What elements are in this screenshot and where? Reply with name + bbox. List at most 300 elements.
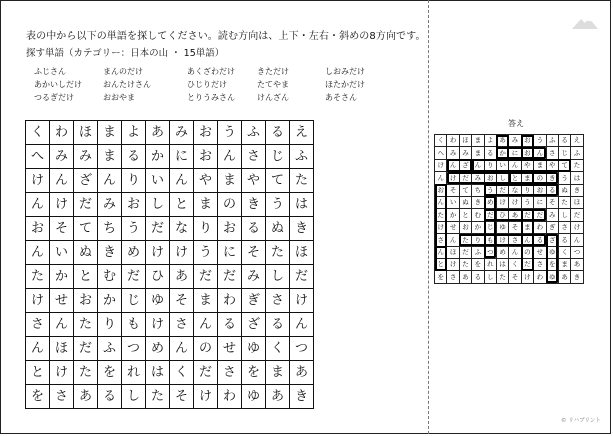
word-list-title: 探す単語（カテゴリー：日本の山 ・ 15単語） bbox=[26, 48, 225, 59]
grid-cell[interactable]: そ bbox=[242, 241, 266, 265]
answer-cell[interactable]: ん bbox=[447, 159, 459, 171]
grid-cell[interactable]: だ bbox=[218, 265, 242, 289]
answer-cell[interactable]: を bbox=[435, 271, 447, 283]
word-item: けんざん bbox=[257, 93, 289, 102]
grid-cell[interactable]: や bbox=[242, 169, 266, 193]
grid-cell[interactable]: し bbox=[146, 193, 170, 217]
answer-cell[interactable]: し bbox=[496, 172, 508, 184]
grid-cell[interactable]: ぎ bbox=[242, 289, 266, 313]
answer-cell[interactable]: み bbox=[459, 147, 471, 159]
answer-cell[interactable]: ほ bbox=[571, 196, 583, 208]
answer-cell[interactable]: を bbox=[546, 258, 558, 270]
answer-cell[interactable]: ん bbox=[521, 234, 533, 246]
answer-cell[interactable]: れ bbox=[484, 258, 496, 270]
answer-cell[interactable]: ゆ bbox=[546, 271, 558, 283]
grid-row bbox=[435, 258, 584, 270]
grid-cell[interactable]: あ bbox=[290, 361, 314, 385]
answer-cell[interactable]: だ bbox=[521, 209, 533, 221]
answer-cell[interactable]: り bbox=[484, 159, 496, 171]
answer-cell[interactable]: じ bbox=[484, 221, 496, 233]
answer-cell[interactable]: さ bbox=[534, 258, 546, 270]
grid-cell[interactable]: る bbox=[218, 313, 242, 337]
grid-cell[interactable]: て bbox=[74, 217, 98, 241]
answer-cell[interactable]: る bbox=[534, 234, 546, 246]
answer-cell[interactable]: つ bbox=[484, 246, 496, 258]
grid-cell[interactable]: け bbox=[146, 313, 170, 337]
grid-cell[interactable]: た bbox=[74, 313, 98, 337]
answer-cell[interactable]: い bbox=[496, 159, 508, 171]
answer-cell[interactable]: る bbox=[558, 135, 570, 147]
answer-cell[interactable]: け bbox=[496, 234, 508, 246]
grid-cell[interactable]: み bbox=[98, 193, 122, 217]
answer-cell[interactable]: お bbox=[484, 172, 496, 184]
grid-cell[interactable]: ほ bbox=[74, 121, 98, 145]
answer-cell[interactable]: ま bbox=[472, 135, 484, 147]
answer-cell[interactable]: ゆ bbox=[496, 221, 508, 233]
grid-cell[interactable]: る bbox=[98, 385, 122, 409]
grid-cell[interactable]: り bbox=[98, 313, 122, 337]
grid-cell[interactable]: さ bbox=[170, 313, 194, 337]
answer-cell[interactable]: ん bbox=[534, 147, 546, 159]
grid-cell[interactable]: だ bbox=[146, 217, 170, 241]
answer-cell[interactable]: さ bbox=[558, 221, 570, 233]
grid-cell[interactable]: う bbox=[194, 241, 218, 265]
grid-cell[interactable]: ん bbox=[50, 313, 74, 337]
answer-cell[interactable]: は bbox=[496, 258, 508, 270]
answer-cell[interactable]: だ bbox=[484, 209, 496, 221]
grid-cell[interactable]: り bbox=[194, 217, 218, 241]
grid-cell[interactable]: だ bbox=[290, 265, 314, 289]
answer-cell[interactable]: ん bbox=[435, 172, 447, 184]
answer-cell[interactable]: を bbox=[472, 258, 484, 270]
grid-cell[interactable]: た bbox=[26, 265, 50, 289]
answer-cell[interactable]: ん bbox=[435, 196, 447, 208]
grid-cell[interactable]: て bbox=[266, 169, 290, 193]
answer-cell[interactable]: お bbox=[521, 147, 533, 159]
grid-cell[interactable]: あ bbox=[266, 385, 290, 409]
answer-cell[interactable]: め bbox=[496, 246, 508, 258]
grid-cell[interactable]: く bbox=[266, 337, 290, 361]
grid-cell[interactable]: ふ bbox=[98, 337, 122, 361]
grid-cell[interactable]: け bbox=[26, 289, 50, 313]
grid-cell[interactable]: ん bbox=[26, 193, 50, 217]
grid-cell[interactable]: ふ bbox=[242, 121, 266, 145]
answer-cell[interactable]: だ bbox=[459, 172, 471, 184]
answer-cell[interactable]: お bbox=[435, 184, 447, 196]
grid-cell[interactable]: そ bbox=[50, 217, 74, 241]
grid-cell[interactable]: ん bbox=[26, 241, 50, 265]
grid-row bbox=[435, 172, 584, 184]
answer-cell[interactable]: め bbox=[484, 196, 496, 208]
answer-cell[interactable]: き bbox=[472, 196, 484, 208]
grid-cell[interactable]: い bbox=[50, 241, 74, 265]
grid-cell[interactable]: ほ bbox=[290, 241, 314, 265]
grid-cell[interactable]: た bbox=[266, 241, 290, 265]
grid-cell[interactable]: ん bbox=[170, 169, 194, 193]
answer-cell[interactable]: だ bbox=[521, 258, 533, 270]
grid-cell[interactable]: わ bbox=[50, 121, 74, 145]
answer-cell[interactable]: ぎ bbox=[546, 221, 558, 233]
grid-cell[interactable]: ゆ bbox=[146, 289, 170, 313]
grid-cell[interactable]: け bbox=[170, 241, 194, 265]
grid-cell[interactable]: み bbox=[74, 145, 98, 169]
grid-cell[interactable]: け bbox=[194, 385, 218, 409]
answer-cell[interactable]: け bbox=[447, 172, 459, 184]
grid-cell[interactable]: も bbox=[122, 313, 146, 337]
mountain-logo-icon bbox=[572, 16, 598, 30]
grid-cell[interactable]: あ bbox=[74, 385, 98, 409]
grid-row bbox=[26, 385, 314, 409]
answer-cell[interactable]: け bbox=[447, 258, 459, 270]
answer-cell[interactable]: ふ bbox=[472, 246, 484, 258]
grid-cell[interactable]: と bbox=[26, 361, 50, 385]
answer-cell[interactable]: ぬ bbox=[459, 196, 471, 208]
grid-cell[interactable]: お bbox=[26, 217, 50, 241]
answer-cell[interactable]: わ bbox=[447, 135, 459, 147]
answer-cell[interactable]: さ bbox=[509, 234, 521, 246]
answer-cell[interactable]: よ bbox=[484, 135, 496, 147]
answer-cell[interactable]: つ bbox=[571, 246, 583, 258]
grid-cell[interactable]: た bbox=[74, 361, 98, 385]
answer-cell[interactable]: あ bbox=[558, 271, 570, 283]
answer-cell[interactable]: て bbox=[459, 184, 471, 196]
grid-cell[interactable]: め bbox=[122, 241, 146, 265]
grid-cell[interactable]: だ bbox=[74, 193, 98, 217]
answer-cell[interactable]: や bbox=[546, 159, 558, 171]
answer-cell[interactable]: な bbox=[509, 184, 521, 196]
answer-cell[interactable]: さ bbox=[435, 234, 447, 246]
grid-cell[interactable]: お bbox=[74, 289, 98, 313]
answer-cell[interactable]: ほ bbox=[459, 135, 471, 147]
grid-cell[interactable]: る bbox=[266, 313, 290, 337]
grid-cell[interactable]: よ bbox=[122, 121, 146, 145]
answer-cell[interactable]: む bbox=[472, 209, 484, 221]
grid-cell[interactable]: む bbox=[98, 265, 122, 289]
grid-cell[interactable]: み bbox=[50, 145, 74, 169]
word-item: あそさん bbox=[325, 93, 357, 102]
grid-cell[interactable]: ほ bbox=[50, 337, 74, 361]
answer-cell[interactable]: た bbox=[558, 196, 570, 208]
grid-cell[interactable]: ち bbox=[98, 217, 122, 241]
answer-cell[interactable]: や bbox=[521, 159, 533, 171]
answer-cell[interactable]: じ bbox=[558, 147, 570, 159]
grid-cell[interactable]: ん bbox=[218, 145, 242, 169]
answer-cell[interactable]: へ bbox=[435, 147, 447, 159]
grid-cell[interactable]: ん bbox=[170, 337, 194, 361]
grid-cell[interactable]: あ bbox=[170, 265, 194, 289]
grid-cell[interactable]: ざ bbox=[242, 313, 266, 337]
grid-cell[interactable]: だ bbox=[194, 265, 218, 289]
answer-cell[interactable]: そ bbox=[447, 184, 459, 196]
grid-cell[interactable]: お bbox=[194, 121, 218, 145]
answer-cell[interactable]: ぬ bbox=[558, 184, 570, 196]
answer-cell[interactable]: お bbox=[459, 221, 471, 233]
answer-cell[interactable]: の bbox=[521, 246, 533, 258]
answer-cell[interactable]: か bbox=[447, 209, 459, 221]
grid-cell[interactable]: そ bbox=[170, 289, 194, 313]
grid-cell[interactable]: そ bbox=[170, 385, 194, 409]
grid-cell[interactable]: や bbox=[194, 169, 218, 193]
answer-cell[interactable]: ま bbox=[521, 221, 533, 233]
answer-cell[interactable]: た bbox=[459, 258, 471, 270]
answer-cell[interactable]: う bbox=[484, 184, 496, 196]
grid-cell[interactable]: だ bbox=[122, 265, 146, 289]
answer-cell[interactable]: と bbox=[509, 172, 521, 184]
grid-cell[interactable]: と bbox=[170, 193, 194, 217]
answer-cell[interactable]: ん bbox=[571, 234, 583, 246]
answer-cell[interactable]: ふ bbox=[546, 135, 558, 147]
answer-cell[interactable]: う bbox=[521, 196, 533, 208]
answer-cell[interactable]: ち bbox=[472, 184, 484, 196]
grid-cell[interactable]: わ bbox=[218, 385, 242, 409]
grid-cell[interactable]: ざ bbox=[74, 169, 98, 193]
answer-cell[interactable]: だ bbox=[534, 209, 546, 221]
grid-cell[interactable]: じ bbox=[122, 289, 146, 313]
grid-cell[interactable]: ゆ bbox=[242, 337, 266, 361]
grid-cell[interactable]: ま bbox=[218, 169, 242, 193]
answer-cell[interactable]: そ bbox=[509, 271, 521, 283]
answer-cell[interactable]: る bbox=[472, 271, 484, 283]
grid-cell[interactable]: う bbox=[122, 217, 146, 241]
answer-cell[interactable]: か bbox=[496, 147, 508, 159]
answer-cell[interactable]: み bbox=[509, 135, 521, 147]
grid-cell[interactable]: わ bbox=[218, 289, 242, 313]
grid-row bbox=[26, 241, 314, 265]
grid-cell[interactable]: か bbox=[146, 145, 170, 169]
grid-cell[interactable]: か bbox=[98, 289, 122, 313]
grid-cell[interactable]: み bbox=[170, 121, 194, 145]
grid-cell[interactable]: せ bbox=[50, 289, 74, 313]
answer-cell[interactable]: ま bbox=[534, 159, 546, 171]
answer-cell[interactable]: あ bbox=[496, 135, 508, 147]
grid-cell[interactable]: ん bbox=[98, 169, 122, 193]
answer-cell[interactable]: ん bbox=[509, 159, 521, 171]
grid-cell[interactable]: ん bbox=[50, 169, 74, 193]
answer-cell[interactable]: き bbox=[546, 172, 558, 184]
answer-cell[interactable]: ん bbox=[447, 234, 459, 246]
grid-cell[interactable]: へ bbox=[26, 145, 50, 169]
grid-cell[interactable]: に bbox=[170, 145, 194, 169]
answer-cell[interactable]: せ bbox=[534, 246, 546, 258]
answer-cell[interactable]: み bbox=[447, 147, 459, 159]
grid-cell[interactable]: あ bbox=[146, 121, 170, 145]
grid-cell[interactable]: け bbox=[50, 361, 74, 385]
grid-cell[interactable]: を bbox=[242, 361, 266, 385]
answer-cell[interactable]: ん bbox=[472, 159, 484, 171]
answer-cell[interactable]: お bbox=[521, 135, 533, 147]
grid-cell[interactable]: ん bbox=[26, 337, 50, 361]
answer-cell[interactable]: ざ bbox=[459, 159, 471, 171]
answer-cell[interactable]: た bbox=[496, 271, 508, 283]
answer-cell[interactable]: み bbox=[472, 172, 484, 184]
grid-cell[interactable]: つ bbox=[122, 337, 146, 361]
answer-cell[interactable]: う bbox=[534, 135, 546, 147]
grid-cell[interactable]: ま bbox=[194, 289, 218, 313]
grid-cell[interactable]: ひ bbox=[146, 265, 170, 289]
answer-cell[interactable]: だ bbox=[496, 184, 508, 196]
grid-cell[interactable]: み bbox=[242, 265, 266, 289]
answer-cell[interactable]: に bbox=[534, 196, 546, 208]
grid-cell[interactable]: は bbox=[290, 193, 314, 217]
grid-cell[interactable]: の bbox=[218, 193, 242, 217]
answer-cell[interactable]: く bbox=[435, 135, 447, 147]
grid-cell[interactable]: ゆ bbox=[242, 385, 266, 409]
answer-cell[interactable]: き bbox=[571, 271, 583, 283]
grid-cell[interactable]: た bbox=[290, 169, 314, 193]
grid-cell[interactable]: き bbox=[242, 193, 266, 217]
grid-cell[interactable]: く bbox=[26, 121, 50, 145]
answer-cell[interactable]: さ bbox=[447, 271, 459, 283]
grid-cell[interactable]: ま bbox=[98, 145, 122, 169]
answer-cell[interactable]: け bbox=[496, 196, 508, 208]
grid-cell[interactable]: じ bbox=[266, 145, 290, 169]
grid-cell[interactable]: え bbox=[290, 121, 314, 145]
grid-cell[interactable]: ぬ bbox=[74, 241, 98, 265]
answer-cell[interactable]: く bbox=[509, 258, 521, 270]
grid-cell[interactable]: い bbox=[146, 169, 170, 193]
answer-cell[interactable]: と bbox=[435, 258, 447, 270]
grid-cell[interactable]: お bbox=[122, 193, 146, 217]
grid-cell[interactable]: し bbox=[122, 385, 146, 409]
grid-cell[interactable]: け bbox=[26, 169, 50, 193]
grid-cell[interactable]: る bbox=[266, 121, 290, 145]
grid-cell[interactable]: る bbox=[242, 217, 266, 241]
grid-cell[interactable]: し bbox=[266, 265, 290, 289]
grid-cell[interactable]: だ bbox=[194, 361, 218, 385]
grid-cell[interactable]: さ bbox=[50, 385, 74, 409]
grid-cell[interactable]: ふ bbox=[290, 145, 314, 169]
grid-cell[interactable]: ま bbox=[98, 121, 122, 145]
answer-cell[interactable]: そ bbox=[509, 221, 521, 233]
answer-cell[interactable]: る bbox=[558, 234, 570, 246]
answer-cell[interactable]: わ bbox=[534, 271, 546, 283]
grid-cell[interactable]: れ bbox=[122, 361, 146, 385]
answer-cell[interactable]: そ bbox=[546, 196, 558, 208]
answer-cell[interactable]: だ bbox=[459, 246, 471, 258]
grid-cell[interactable]: う bbox=[218, 121, 242, 145]
grid-cell[interactable]: け bbox=[290, 289, 314, 313]
grid-cell[interactable]: は bbox=[146, 361, 170, 385]
grid-cell[interactable]: ま bbox=[194, 193, 218, 217]
grid-row bbox=[435, 159, 584, 171]
grid-cell[interactable]: さ bbox=[266, 289, 290, 313]
grid-row bbox=[435, 234, 584, 246]
grid-cell[interactable]: お bbox=[194, 145, 218, 169]
grid-cell[interactable]: を bbox=[98, 361, 122, 385]
grid-cell[interactable]: さ bbox=[26, 313, 50, 337]
answer-cell[interactable]: え bbox=[571, 135, 583, 147]
grid-cell[interactable]: め bbox=[146, 337, 170, 361]
answer-cell[interactable]: け bbox=[521, 271, 533, 283]
grid-cell[interactable]: け bbox=[50, 193, 74, 217]
answer-cell[interactable]: た bbox=[459, 234, 471, 246]
answer-cell[interactable]: ん bbox=[435, 246, 447, 258]
answer-cell[interactable]: り bbox=[521, 184, 533, 196]
answer-cell[interactable]: あ bbox=[571, 258, 583, 270]
grid-cell[interactable]: か bbox=[50, 265, 74, 289]
answer-cell[interactable]: り bbox=[472, 234, 484, 246]
grid-cell[interactable]: だ bbox=[74, 337, 98, 361]
answer-cell[interactable]: さ bbox=[546, 147, 558, 159]
answer-cell[interactable]: だ bbox=[571, 209, 583, 221]
answer-cell[interactable]: せ bbox=[447, 221, 459, 233]
answer-cell[interactable]: あ bbox=[459, 271, 471, 283]
answer-cell[interactable]: い bbox=[447, 196, 459, 208]
answer-cell[interactable]: し bbox=[484, 271, 496, 283]
answer-cell[interactable]: く bbox=[558, 246, 570, 258]
grid-cell[interactable]: き bbox=[290, 385, 314, 409]
answer-cell[interactable]: う bbox=[558, 172, 570, 184]
answer-cell[interactable]: み bbox=[546, 209, 558, 221]
answer-cell[interactable]: と bbox=[459, 209, 471, 221]
answer-cell[interactable]: は bbox=[571, 172, 583, 184]
answer-cell[interactable]: ふ bbox=[571, 147, 583, 159]
answer-cell[interactable]: て bbox=[558, 159, 570, 171]
grid-cell[interactable]: さ bbox=[242, 145, 266, 169]
grid-cell[interactable]: う bbox=[266, 193, 290, 217]
grid-cell[interactable]: け bbox=[146, 241, 170, 265]
answer-cell[interactable]: の bbox=[534, 172, 546, 184]
answer-cell[interactable]: る bbox=[546, 184, 558, 196]
answer-cell[interactable]: た bbox=[571, 159, 583, 171]
answer-cell[interactable]: ま bbox=[521, 172, 533, 184]
grid-cell[interactable]: り bbox=[122, 169, 146, 193]
answer-cell[interactable]: あ bbox=[509, 209, 521, 221]
grid-row bbox=[26, 217, 314, 241]
answer-cell[interactable]: け bbox=[435, 159, 447, 171]
grid-cell[interactable]: の bbox=[194, 337, 218, 361]
answer-cell[interactable]: も bbox=[484, 234, 496, 246]
grid-cell[interactable]: せ bbox=[218, 337, 242, 361]
grid-cell[interactable]: に bbox=[218, 241, 242, 265]
answer-cell[interactable]: け bbox=[509, 196, 521, 208]
grid-cell[interactable]: さ bbox=[218, 361, 242, 385]
grid-cell[interactable]: き bbox=[290, 217, 314, 241]
answer-cell[interactable]: わ bbox=[534, 221, 546, 233]
answer-cell[interactable]: ん bbox=[509, 246, 521, 258]
grid-cell[interactable]: た bbox=[146, 385, 170, 409]
grid-cell[interactable]: ぬ bbox=[266, 217, 290, 241]
answer-cell[interactable]: し bbox=[558, 209, 570, 221]
answer-cell[interactable]: ほ bbox=[447, 246, 459, 258]
answer-cell[interactable]: ま bbox=[472, 147, 484, 159]
grid-cell[interactable]: ま bbox=[266, 361, 290, 385]
grid-cell[interactable]: を bbox=[26, 385, 50, 409]
grid-cell[interactable]: つ bbox=[290, 337, 314, 361]
grid-row bbox=[26, 121, 314, 145]
answer-cell[interactable]: ゆ bbox=[546, 246, 558, 258]
grid-cell[interactable]: お bbox=[218, 217, 242, 241]
answer-cell[interactable]: る bbox=[484, 147, 496, 159]
grid-cell[interactable]: る bbox=[122, 145, 146, 169]
grid-cell[interactable]: ん bbox=[194, 313, 218, 337]
answer-cell[interactable]: き bbox=[571, 184, 583, 196]
answer-cell[interactable]: ま bbox=[558, 258, 570, 270]
answer-cell[interactable]: お bbox=[534, 184, 546, 196]
grid-cell[interactable]: な bbox=[170, 217, 194, 241]
answer-cell[interactable]: ひ bbox=[496, 209, 508, 221]
answer-cell[interactable]: ざ bbox=[546, 234, 558, 246]
answer-cell[interactable]: け bbox=[435, 221, 447, 233]
grid-cell[interactable]: く bbox=[170, 361, 194, 385]
answer-cell[interactable]: た bbox=[435, 209, 447, 221]
grid-cell[interactable]: と bbox=[74, 265, 98, 289]
grid-cell[interactable]: ん bbox=[290, 313, 314, 337]
grid-cell[interactable]: き bbox=[98, 241, 122, 265]
answer-cell[interactable]: か bbox=[472, 221, 484, 233]
answer-cell[interactable]: け bbox=[571, 221, 583, 233]
answer-cell[interactable]: に bbox=[509, 147, 521, 159]
